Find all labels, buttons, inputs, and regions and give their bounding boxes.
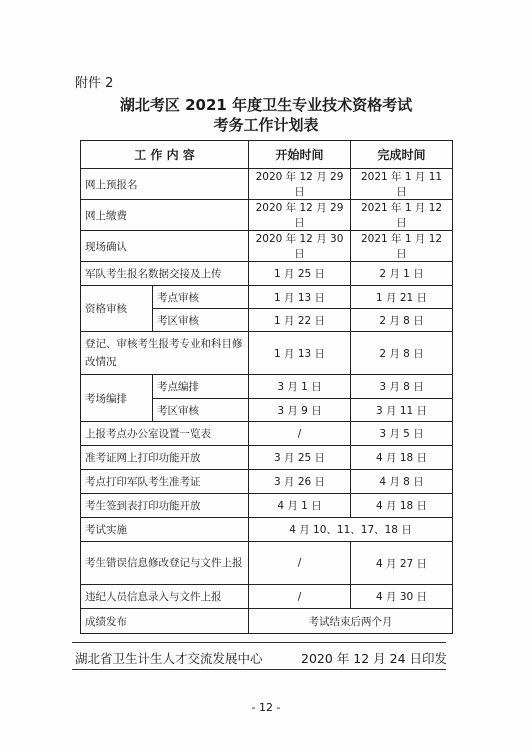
end-cell: 4 月 30 日 [351,585,453,609]
start-cell: 1 月 25 日 [249,262,351,286]
task-cell: 成绩发布 [81,609,249,634]
table-row [81,332,453,375]
start-cell: 1 月 13 日 [249,286,351,309]
table-row [81,518,453,542]
page-number: - 12 - [251,701,281,714]
table-row [81,375,453,399]
work-plan-table [80,140,453,634]
merged-time-cell: 考试结束后两个月 [249,609,453,634]
table-row [81,286,453,309]
end-cell: 2 月 8 日 [351,309,453,332]
task-cell: 考试实施 [81,518,249,542]
start-cell: 3 月 25 日 [249,446,351,470]
footer-bottom-rule [72,669,446,670]
end-cell: 4 月 8 日 [351,470,453,494]
group-cell: 资格审核 [81,286,153,332]
group-cell: 考场编排 [81,375,153,422]
table-row [81,542,453,585]
start-cell: / [249,542,351,585]
end-cell: 2021 年 1 月 11 日 [351,169,453,200]
header-start: 开始时间 [249,141,351,169]
task-cell: 网上预报名 [81,169,249,200]
table-row [81,231,453,262]
header-task: 工 作 内 容 [81,141,249,169]
start-cell: 1 月 22 日 [249,309,351,332]
start-cell: / [249,585,351,609]
start-cell: 4 月 1 日 [249,494,351,518]
task-cell: 违纪人员信息录入与文件上报 [81,585,249,609]
table-row [81,422,453,446]
start-cell: 2020 年 12 月 29 日 [249,200,351,231]
end-cell: 3 月 5 日 [351,422,453,446]
table-row [81,200,453,231]
end-cell: 1 月 21 日 [351,286,453,309]
start-cell: 3 月 26 日 [249,470,351,494]
task-cell: 准考证网上打印功能开放 [81,446,249,470]
table-row [81,494,453,518]
task-cell: 考点审核 [153,286,249,309]
end-cell: 3 月 8 日 [351,375,453,399]
end-cell: 3 月 11 日 [351,399,453,422]
task-cell: 考生错误信息修改登记与文件上报 [81,542,249,585]
task-cell: 考区审核 [153,309,249,332]
start-cell: 2020 年 12 月 29 日 [249,169,351,200]
table-row [81,585,453,609]
end-cell: 2 月 1 日 [351,262,453,286]
start-cell: 3 月 1 日 [249,375,351,399]
table-row [81,470,453,494]
task-cell: 上报考点办公室设置一览表 [81,422,249,446]
table-row [81,609,453,634]
start-cell: 2020 年 12 月 30 日 [249,231,351,262]
header-end: 完成时间 [351,141,453,169]
document-subtitle: 考务工作计划表 [213,116,319,134]
start-cell: / [249,422,351,446]
end-cell: 2021 年 1 月 12 日 [351,231,453,262]
issuance-footer [75,649,447,667]
table-row [81,262,453,286]
table-row [81,169,453,200]
start-cell: 1 月 13 日 [249,332,351,375]
table-row [81,446,453,470]
end-cell: 2 月 8 日 [351,332,453,375]
issue-date: 2020 年 12 月 24 日印发 [301,651,447,666]
task-cell: 军队考生报名数据交接及上传 [81,262,249,286]
task-cell: 考点编排 [153,375,249,399]
issuing-organization: 湖北省卫生计生人才交流发展中心 [75,651,263,666]
end-cell: 2021 年 1 月 12 日 [351,200,453,231]
merged-time-cell: 4 月 10、11、17、18 日 [249,518,453,542]
end-cell: 4 月 18 日 [351,494,453,518]
attachment-label: 附件 2 [75,76,114,91]
start-cell: 3 月 9 日 [249,399,351,422]
task-cell: 现场确认 [81,231,249,262]
task-cell: 考生签到表打印功能开放 [81,494,249,518]
task-cell: 考区审核 [153,399,249,422]
table-header-row [81,141,453,169]
document-title: 湖北考区 2021 年度卫生专业技术资格考试 [119,96,413,114]
task-cell: 网上缴费 [81,200,249,231]
end-cell: 4 月 27 日 [351,542,453,585]
end-cell: 4 月 18 日 [351,446,453,470]
footer-top-rule [72,642,446,643]
task-cell: 登记、审核考生报考专业和科目修改情况 [81,332,249,375]
task-cell: 考点打印军队考生准考证 [81,470,249,494]
